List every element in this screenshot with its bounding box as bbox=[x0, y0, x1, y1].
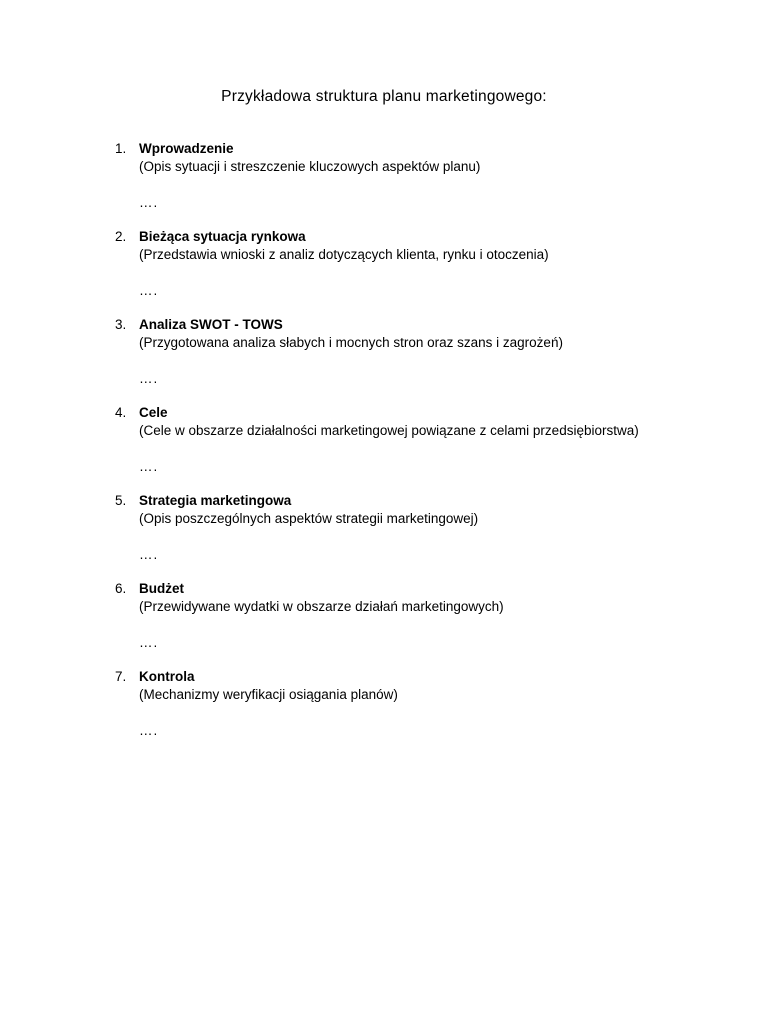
item-heading: Bieżąca sytuacja rynkowa bbox=[139, 229, 306, 244]
list-item bbox=[0, 580, 768, 660]
item-number: 5. bbox=[115, 493, 127, 508]
list-item bbox=[0, 140, 768, 220]
list-item bbox=[0, 404, 768, 484]
item-heading: Kontrola bbox=[139, 669, 195, 684]
item-placeholder: …. bbox=[139, 283, 159, 298]
list-item bbox=[0, 228, 768, 308]
item-description: (Mechanizmy weryfikacji osiągania planów) bbox=[139, 687, 398, 702]
item-placeholder: …. bbox=[139, 635, 159, 650]
item-number: 3. bbox=[115, 317, 127, 332]
item-description: (Przewidywane wydatki w obszarze działań marketingowych) bbox=[139, 599, 504, 614]
item-number: 7. bbox=[115, 669, 127, 684]
item-heading: Strategia marketingowa bbox=[139, 493, 292, 508]
item-placeholder: …. bbox=[139, 195, 159, 210]
item-heading: Budżet bbox=[139, 581, 184, 596]
page-title: Przykładowa struktura planu marketingowego: bbox=[221, 88, 547, 105]
item-placeholder: …. bbox=[139, 459, 159, 474]
item-description: (Opis poszczególnych aspektów strategii marketingowej) bbox=[139, 511, 479, 526]
item-heading: Analiza SWOT - TOWS bbox=[139, 317, 283, 332]
item-placeholder: …. bbox=[139, 371, 159, 386]
list-item bbox=[0, 668, 768, 748]
item-number: 4. bbox=[115, 405, 127, 420]
item-placeholder: …. bbox=[139, 723, 159, 738]
item-description: (Przedstawia wnioski z analiz dotyczących klienta, rynku i otoczenia) bbox=[139, 247, 549, 262]
item-number: 1. bbox=[115, 141, 127, 156]
item-description: (Przygotowana analiza słabych i mocnych stron oraz szans i zagrożeń) bbox=[139, 335, 563, 350]
item-number: 2. bbox=[115, 229, 127, 244]
item-description: (Cele w obszarze działalności marketingowej powiązane z celami przedsiębiorstwa) bbox=[139, 423, 639, 438]
list-item bbox=[0, 492, 768, 572]
item-number: 6. bbox=[115, 581, 127, 596]
list-item bbox=[0, 316, 768, 396]
item-heading: Cele bbox=[139, 405, 168, 420]
item-heading: Wprowadzenie bbox=[139, 141, 234, 156]
item-placeholder: …. bbox=[139, 547, 159, 562]
item-description: (Opis sytuacji i streszczenie kluczowych aspektów planu) bbox=[139, 159, 481, 174]
